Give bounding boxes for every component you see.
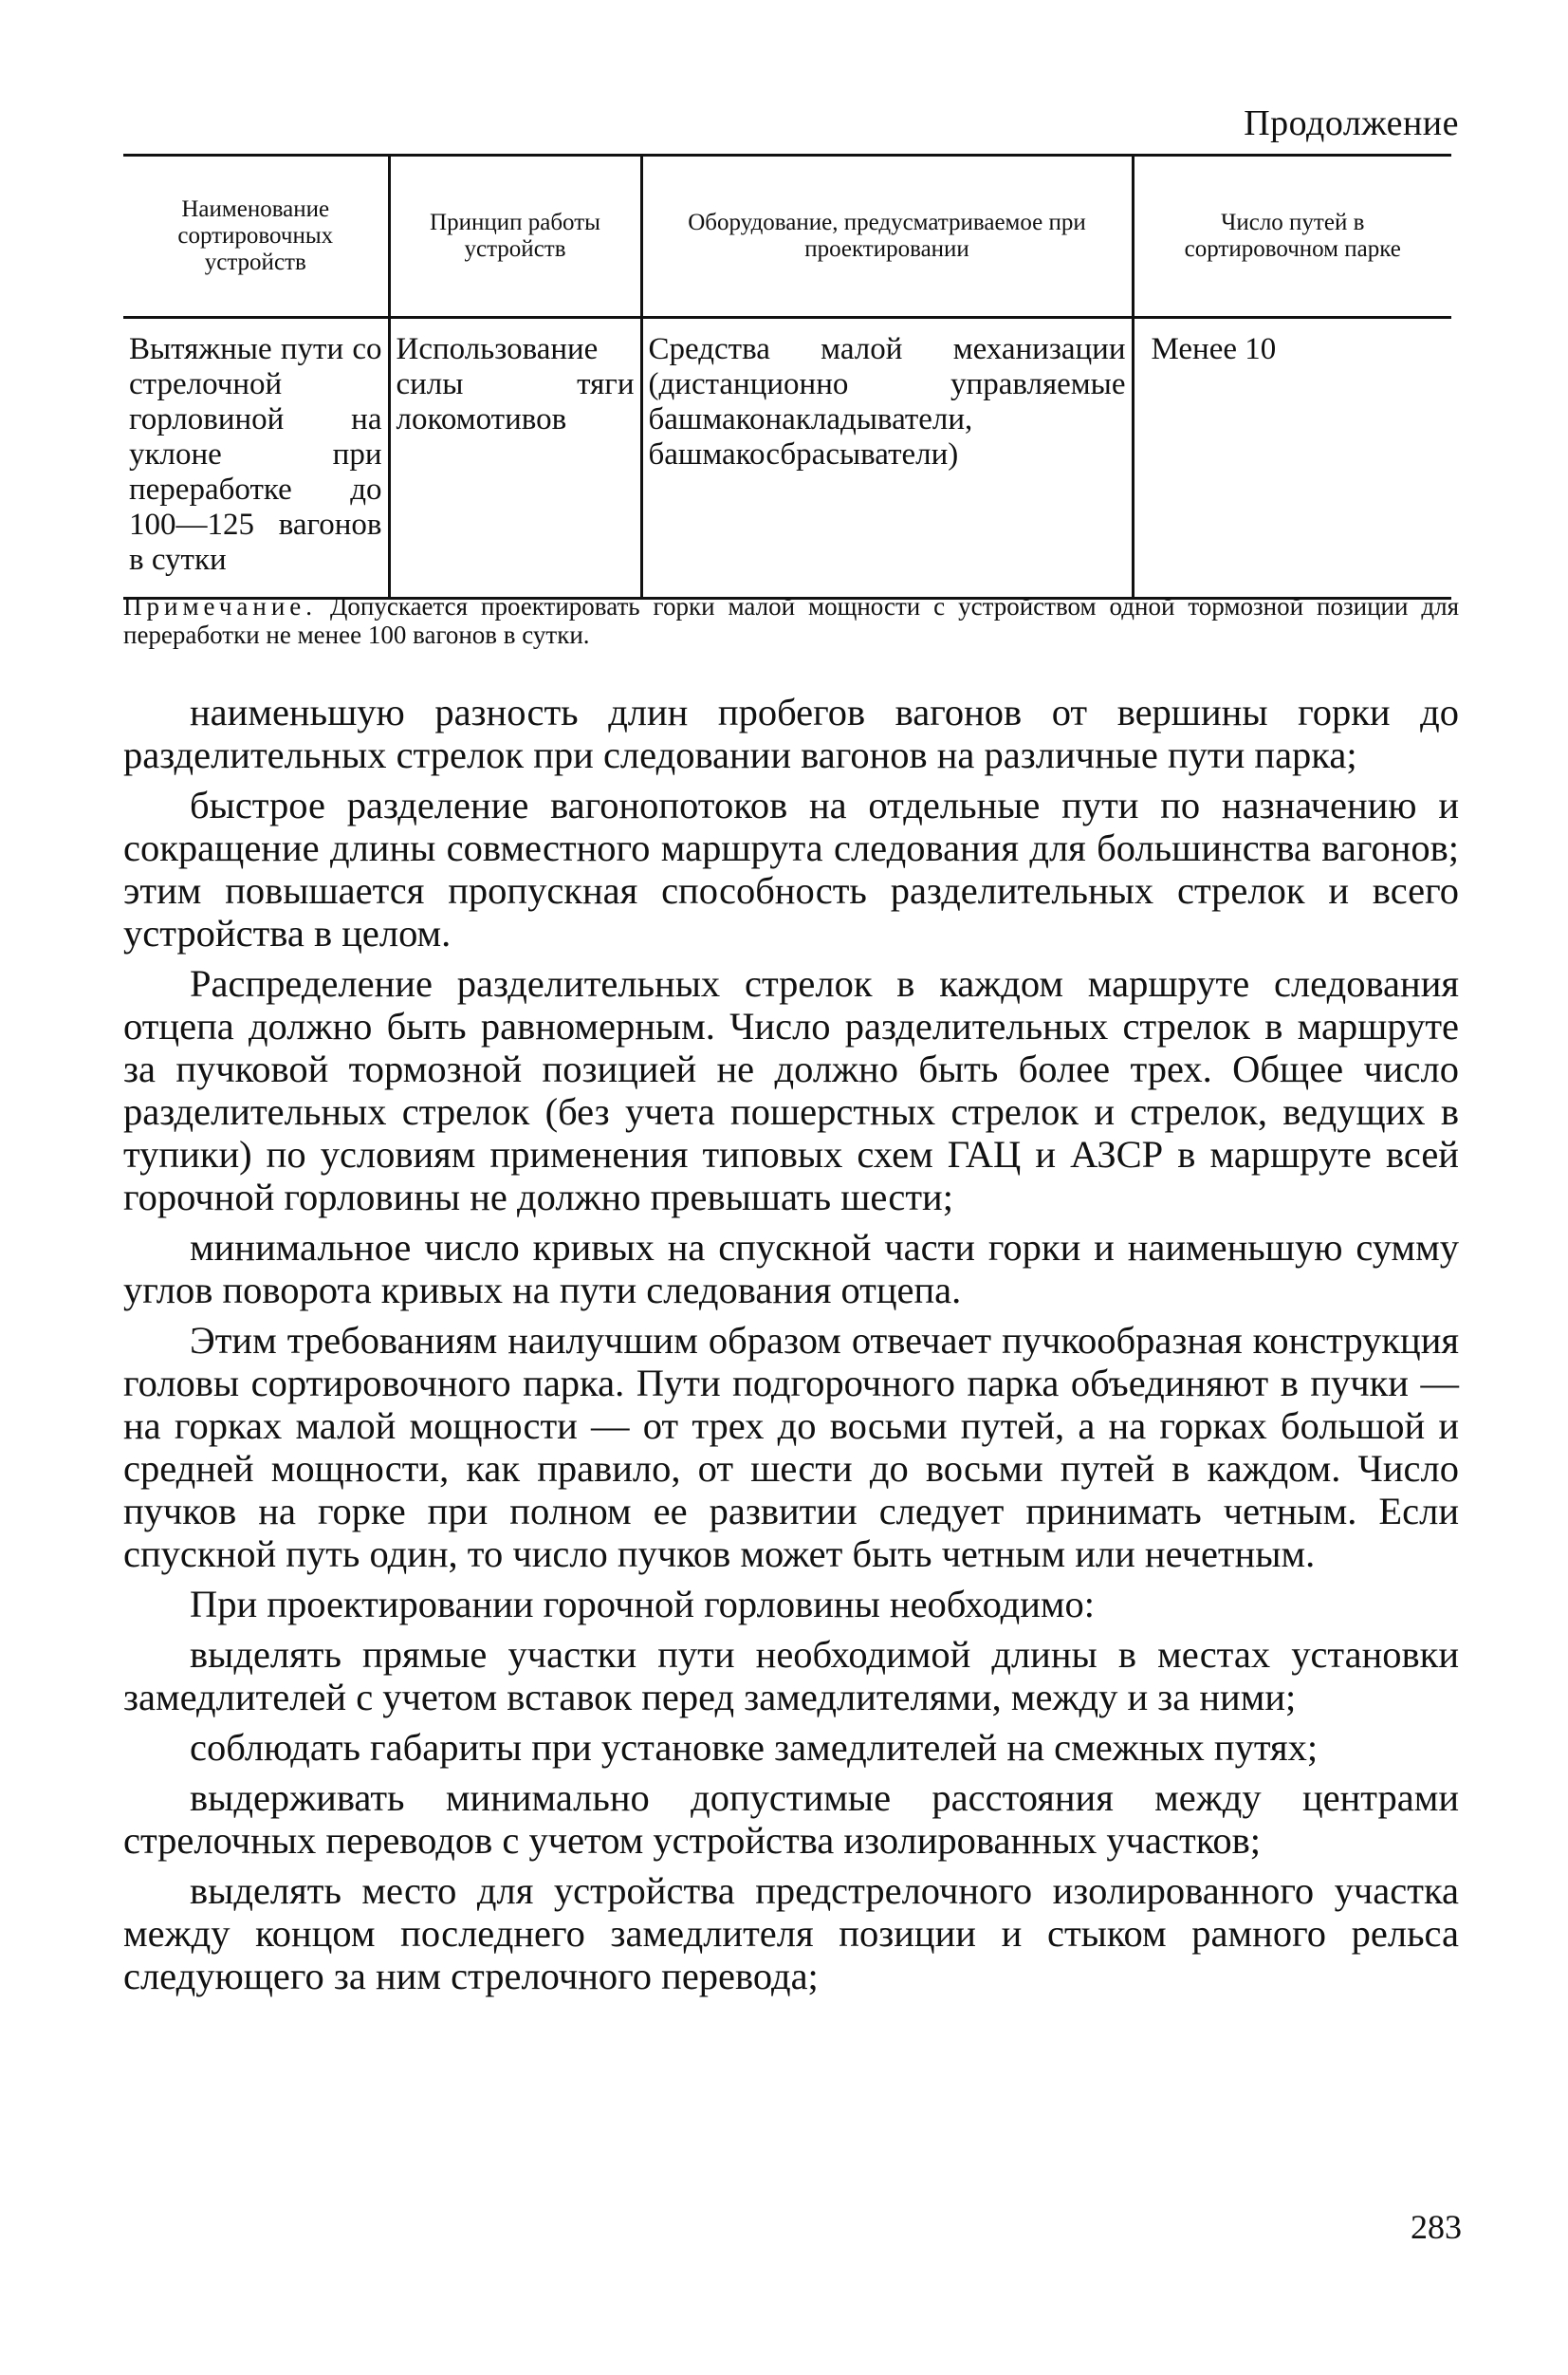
paragraph: выдерживать минимально допустимые расстояния между центрами стрелочных переводов с учетом устройства изолированных участков; [123, 1776, 1459, 1862]
paragraph: быстрое разделение вагонопотоков на отдельные пути по назначению и сокращение длины совместного маршрута следования для большинства вагонов; этим повышается пропускная способность разделительных стрелок и всего устройства в целом. [123, 784, 1459, 955]
page-number: 283 [1411, 2208, 1462, 2246]
column-header-track-count: Число путей в сортировочном парке [1133, 156, 1451, 318]
body-text [123, 691, 1459, 2005]
table-cell-device-name: Вытяжные пути со стрелочной горловиной на уклоне при переработке до 100—125 вагонов в сутки [123, 318, 389, 599]
table-row [123, 318, 1451, 599]
table-cell-operating-principle: Использование силы тяги локомотивов [389, 318, 641, 599]
column-header-operating-principle: Принцип работы устройств [389, 156, 641, 318]
table-cell-track-count: Менее 10 [1133, 318, 1451, 599]
table-cell-equipment: Средства малой механизации (дистанционно управляемые башмаконакладыватели, башмакосбрасыватели) [641, 318, 1133, 599]
paragraph: выделять прямые участки пути необходимой длины в местах установки замедлителей с учетом вставок перед замедлителями, между и за ними; [123, 1633, 1459, 1718]
paragraph: минимальное число кривых на спускной части горки и наименьшую сумму углов поворота кривых на пути следования отцепа. [123, 1226, 1459, 1311]
devices-table [123, 154, 1451, 600]
column-header-equipment: Оборудование, предусматриваемое при проектировании [641, 156, 1133, 318]
paragraph: выделять место для устройства предстрелочного изолированного участка между концом последнего замедлителя позиции и стыком рамного рельса следующего за ним стрелочного перевода; [123, 1869, 1459, 1997]
devices-table-wrapper [123, 154, 1451, 600]
note-label: Примечание. [123, 592, 318, 621]
continuation-label: Продолжение [1244, 103, 1459, 143]
column-header-device-name: Наименование сортировочных устройств [123, 156, 389, 318]
paragraph: Этим требованиям наилучшим образом отвечает пучкообразная конструкция головы сортировочного парка. Пути подгорочного парка объединяют в пучки — на горках малой мощности — от трех до восьми путей, а на горках большой и средней мощности, как правило, от шести до восьми путей в каждом. Число пучков на горке при полном ее развитии следует принимать четным. Если спускной путь один, то число пучков может быть четным или нечетным. [123, 1319, 1459, 1575]
note-text: Допускается проектировать горки малой мощности с устройством одной тормозной позиции для переработки не менее 100 вагонов в сутки. [123, 592, 1460, 649]
paragraph: соблюдать габариты при установке замедлителей на смежных путях; [190, 1726, 1319, 1769]
table-note [123, 592, 1459, 649]
paragraph: наименьшую разность длин пробегов вагонов от вершины горки до разделительных стрелок при следовании вагонов на различные пути парка; [123, 691, 1459, 776]
paragraph: Распределение разделительных стрелок в каждом маршруте следования отцепа должно быть равномерным. Число разделительных стрелок в маршруте за пучковой тормозной позицией не должно быть более трех. Общее число разделительных стрелок (без учета пошерстных стрелок и стрелок, ведущих в тупики) по условиям применения типовых схем ГАЦ и АЗСР в маршруте всей горочной горловины не должно превышать шести; [123, 962, 1459, 1218]
table-header-row [123, 156, 1451, 318]
paragraph: При проектировании горочной горловины необходимо: [190, 1583, 1096, 1625]
